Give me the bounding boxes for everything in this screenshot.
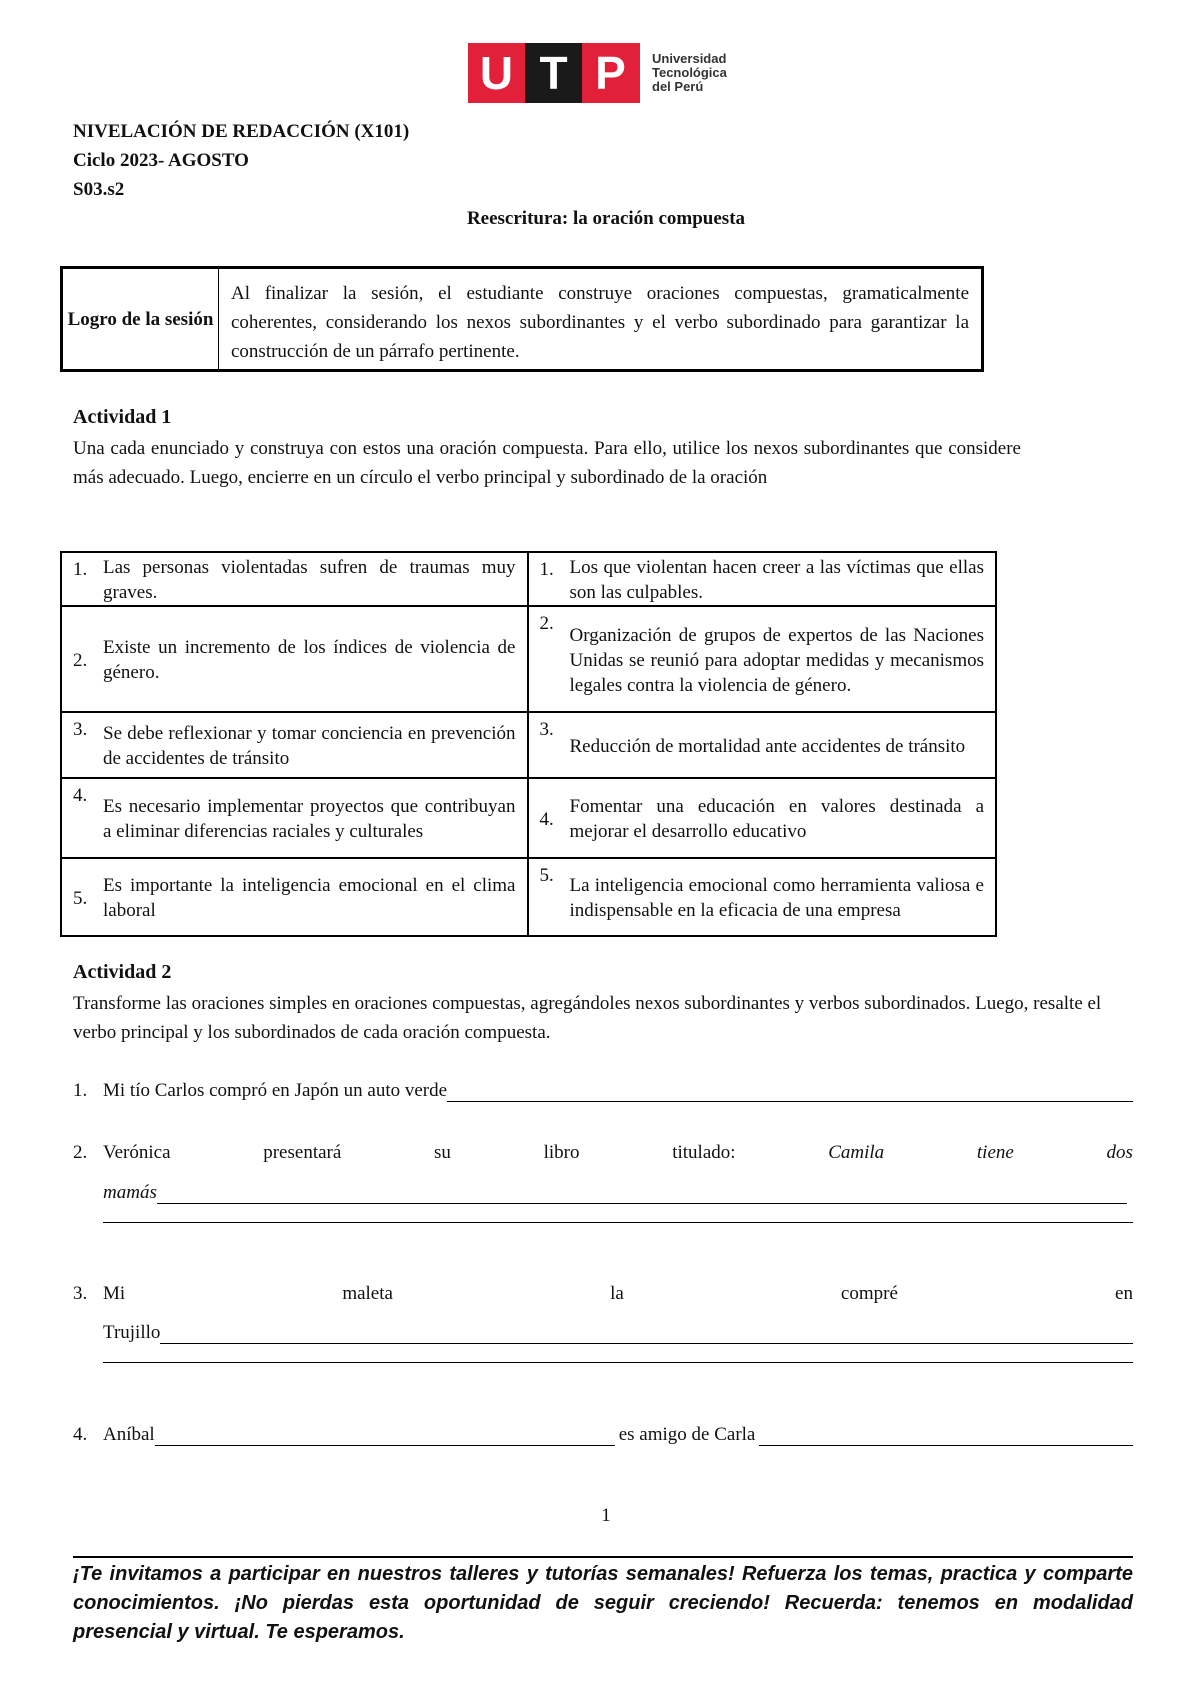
- item-number: 4.: [539, 808, 554, 830]
- logro-label: Logro de la sesión: [63, 269, 219, 369]
- sentence-word: Mi: [103, 1283, 126, 1304]
- item-3-continuation: [103, 1322, 1133, 1344]
- course-title: NIVELACIÓN DE REDACCIÓN (X101): [73, 121, 410, 142]
- table-cell: [62, 859, 529, 935]
- sentence-word: es amigo de Carla: [618, 1424, 756, 1445]
- item-number: 2.: [539, 613, 554, 634]
- table-cell: [62, 607, 529, 711]
- item-text: Es necesario implementar proyectos que contribuyan a eliminar diferencias raciales y culturales: [103, 796, 516, 842]
- logo-wordmark: [652, 52, 727, 94]
- sentence-word: presentará: [263, 1142, 342, 1163]
- item-number: 1.: [539, 559, 554, 580]
- table-cell: [529, 553, 996, 605]
- logo-text-line: del Perú: [652, 79, 704, 94]
- item-sentence: [103, 1142, 1133, 1164]
- answer-line[interactable]: [103, 1362, 1133, 1363]
- sentence-word: en: [1115, 1283, 1133, 1304]
- item-number: 2.: [73, 649, 88, 671]
- answer-line[interactable]: [759, 1425, 1133, 1446]
- table-cell: [529, 607, 996, 711]
- activity1-instructions: Una cada enunciado y construya con estos una oración compuesta. Para ello, utilice los nexos subordinantes que considere más adecuado. Luego, encierre en un círculo el verbo principal y subordinado de la oración: [73, 438, 1021, 488]
- utp-logo: [468, 43, 727, 103]
- exercise-item-4: [73, 1424, 1133, 1446]
- answer-line[interactable]: [447, 1081, 1133, 1102]
- table-row: [62, 607, 995, 713]
- sentence-word: compré: [840, 1283, 898, 1304]
- table-cell: [62, 779, 529, 857]
- item-2-continuation: [103, 1182, 1127, 1204]
- footer-divider: [73, 1556, 1133, 1558]
- item-text: Se debe reflexionar y tomar conciencia en prevención de accidentes de tránsito: [103, 723, 516, 769]
- table-row: [62, 859, 995, 935]
- item-number: 1.: [73, 559, 88, 580]
- sentence-word: Aníbal: [103, 1424, 155, 1445]
- item-text: Organización de grupos de expertos de las Naciones Unidas se reunió para adoptar medidas y mecanismos legales contra la violencia de género.: [569, 624, 984, 696]
- sentence-word: titulado:: [672, 1142, 736, 1163]
- item-text: La inteligencia emocional como herramienta valiosa e indispensable en la eficacia de una empresa: [569, 875, 984, 921]
- page-number: 1: [601, 1505, 611, 1526]
- item-text: Existe un incremento de los índices de violencia de género.: [103, 637, 516, 683]
- table-row: [62, 779, 995, 859]
- answer-line[interactable]: [160, 1323, 1133, 1344]
- logo-text-line: Universidad: [652, 51, 727, 66]
- item-number: 5.: [539, 865, 554, 886]
- logo-text-line: Tecnológica: [652, 65, 727, 80]
- item-number: 4.: [73, 785, 88, 806]
- sentence-word: maleta: [342, 1283, 393, 1304]
- item-text: Reducción de mortalidad ante accidentes de tránsito: [569, 735, 966, 757]
- sentence-word: Trujillo: [103, 1322, 161, 1343]
- item-number: 3.: [539, 719, 554, 740]
- activity1-table: [60, 551, 997, 937]
- sentence-word-italic: tiene: [976, 1142, 1014, 1163]
- item-text: Las personas violentadas sufren de traumas muy graves.: [103, 557, 516, 603]
- activity1-title: Actividad 1: [73, 406, 172, 428]
- logro-table: [60, 266, 984, 372]
- session-code: S03.s2: [73, 179, 125, 200]
- item-text: Los que violentan hacen creer a las víctimas que ellas son las culpables.: [569, 557, 984, 603]
- item-number: 3.: [73, 719, 88, 740]
- item-number: 1.: [73, 1080, 88, 1101]
- sentence-word-italic: dos: [1106, 1142, 1133, 1163]
- footer-message: ¡Te invitamos a participar en nuestros talleres y tutorías semanales! Refuerza los temas, practica y comparte conocimientos. ¡No pierdas esta oportunidad de seguir creciendo! Recuerda: tenemos en modalidad presencial y virtual. Te esperamos.: [73, 1563, 1133, 1643]
- item-sentence: [103, 1283, 1133, 1305]
- item-number: 4.: [73, 1424, 88, 1445]
- sentence-word: Verónica: [103, 1142, 171, 1163]
- answer-line[interactable]: [155, 1425, 615, 1446]
- cycle-label: Ciclo 2023- AGOSTO: [73, 150, 249, 171]
- exercise-item-3: [73, 1283, 1133, 1305]
- table-row: [62, 553, 995, 607]
- activity2-instructions: Transforme las oraciones simples en oraciones compuestas, agregándoles nexos subordinantes y verbos subordinados. Luego, resalte el verbo principal y los subordinados de cada oración compuesta.: [73, 993, 1102, 1043]
- logo-mark: [468, 43, 640, 103]
- activity2-title: Actividad 2: [73, 961, 172, 983]
- item-number: 3.: [73, 1283, 88, 1304]
- item-number: 2.: [73, 1142, 88, 1163]
- sentence-word: su: [434, 1142, 451, 1163]
- sentence-word-italic: Camila: [828, 1142, 885, 1163]
- item-text: Es importante la inteligencia emocional en el clima laboral: [103, 875, 516, 921]
- table-row: [62, 713, 995, 779]
- logo-letter-u: U: [479, 47, 514, 99]
- sentence-word-italic: mamás: [103, 1182, 157, 1203]
- table-cell: [529, 713, 996, 777]
- logro-text: Al finalizar la sesión, el estudiante construye oraciones compuestas, gramaticalmente coherentes, considerando los nexos subordinantes y el verbo subordinado para garantizar la construcción de un párrafo pertinente.: [231, 283, 969, 362]
- logo-letter-p: P: [595, 47, 626, 99]
- table-cell: [62, 553, 529, 605]
- document-title: Reescritura: la oración compuesta: [466, 208, 746, 229]
- item-sentence: Mi tío Carlos compró en Japón un auto verde: [103, 1080, 448, 1101]
- answer-line[interactable]: [103, 1222, 1133, 1223]
- exercise-item-1: [73, 1080, 1133, 1102]
- sentence-word: la: [610, 1283, 624, 1304]
- table-cell: [62, 713, 529, 777]
- sentence-word: libro: [543, 1142, 580, 1163]
- item-text: Fomentar una educación en valores destinada a mejorar el desarrollo educativo: [569, 796, 984, 842]
- exercise-item-2: [73, 1142, 1133, 1164]
- answer-line[interactable]: [157, 1183, 1127, 1204]
- logo-letter-t: T: [525, 43, 582, 103]
- table-cell: [529, 859, 996, 935]
- item-number: 5.: [73, 887, 88, 909]
- table-cell: [529, 779, 996, 857]
